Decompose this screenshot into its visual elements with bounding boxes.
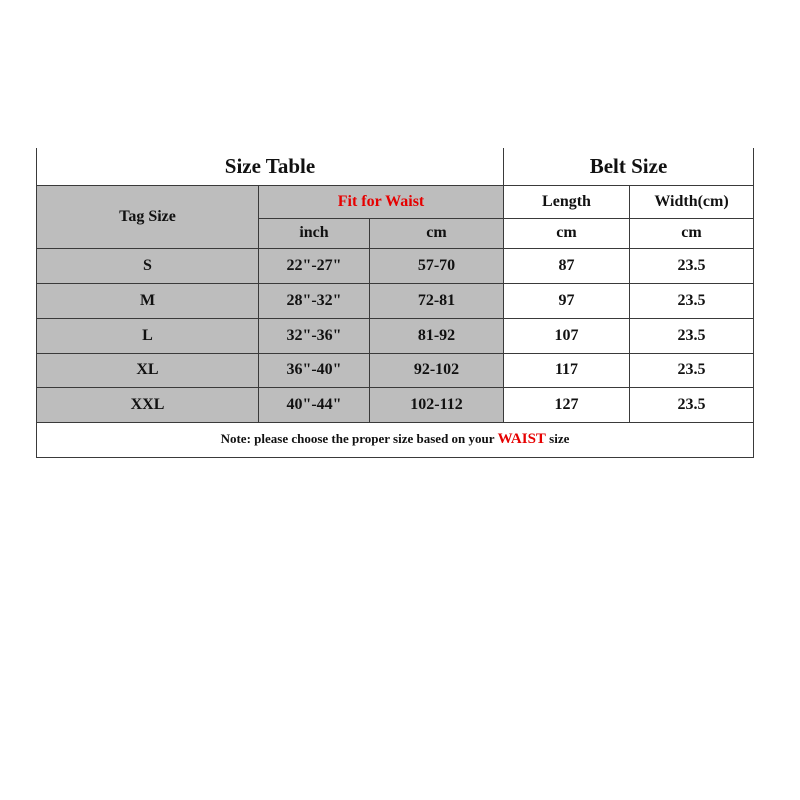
waist-inch-cell: 40"-44" bbox=[259, 387, 370, 422]
waist-cm-cell: 81-92 bbox=[370, 318, 504, 353]
size-table-title: Size Table bbox=[37, 148, 504, 185]
size-note bbox=[37, 422, 754, 457]
belt-width-cell: 23.5 bbox=[630, 318, 754, 353]
note-waist-highlight: WAIST bbox=[497, 431, 546, 447]
tag-size-header: Tag Size bbox=[37, 185, 259, 248]
table-row bbox=[37, 248, 754, 283]
tag-size-cell: XL bbox=[37, 353, 259, 387]
table-row bbox=[37, 283, 754, 318]
waist-cm-cell: 102-112 bbox=[370, 387, 504, 422]
belt-width-cell: 23.5 bbox=[630, 248, 754, 283]
belt-width-cell: 23.5 bbox=[630, 353, 754, 387]
waist-cm-header: cm bbox=[370, 218, 504, 248]
note-suffix: size bbox=[545, 431, 570, 446]
belt-length-cell: 117 bbox=[504, 353, 630, 387]
waist-inch-cell: 22"-27" bbox=[259, 248, 370, 283]
belt-length-cell: 127 bbox=[504, 387, 630, 422]
belt-length-cell: 97 bbox=[504, 283, 630, 318]
belt-length-cell: 87 bbox=[504, 248, 630, 283]
width-unit: cm bbox=[630, 218, 754, 248]
note-prefix: Note: please choose the proper size based on your bbox=[220, 431, 498, 446]
waist-cm-cell: 72-81 bbox=[370, 283, 504, 318]
waist-inch-cell: 36"-40" bbox=[259, 353, 370, 387]
table-row bbox=[37, 318, 754, 353]
tag-size-cell: M bbox=[37, 283, 259, 318]
belt-width-cell: 23.5 bbox=[630, 387, 754, 422]
waist-inch-cell: 32"-36" bbox=[259, 318, 370, 353]
size-table bbox=[36, 148, 754, 458]
tag-size-cell: XXL bbox=[37, 387, 259, 422]
waist-cm-cell: 92-102 bbox=[370, 353, 504, 387]
belt-size-title: Belt Size bbox=[504, 148, 754, 185]
tag-size-cell: S bbox=[37, 248, 259, 283]
belt-width-cell: 23.5 bbox=[630, 283, 754, 318]
waist-inch-cell: 28"-32" bbox=[259, 283, 370, 318]
belt-length-cell: 107 bbox=[504, 318, 630, 353]
width-header: Width(cm) bbox=[630, 185, 754, 218]
table-row bbox=[37, 353, 754, 387]
length-header: Length bbox=[504, 185, 630, 218]
inch-header: inch bbox=[259, 218, 370, 248]
fit-for-waist-header: Fit for Waist bbox=[259, 185, 504, 218]
waist-cm-cell: 57-70 bbox=[370, 248, 504, 283]
tag-size-cell: L bbox=[37, 318, 259, 353]
table-row bbox=[37, 387, 754, 422]
length-unit: cm bbox=[504, 218, 630, 248]
